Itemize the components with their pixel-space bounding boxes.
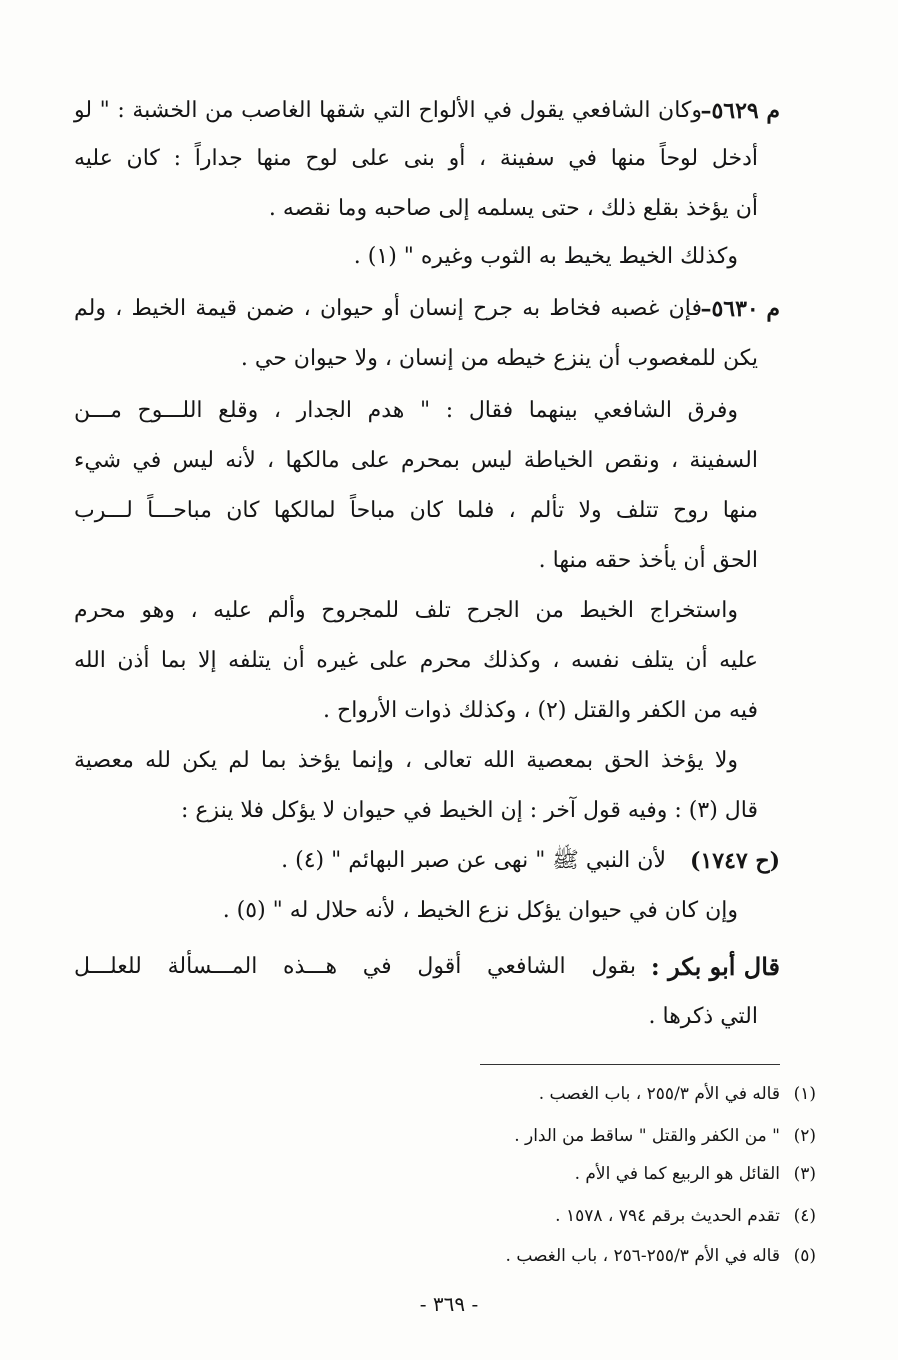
body-line-13: فيه من الكفر والقتل (٢) ، وكذلك ذوات الأرواح . bbox=[323, 698, 758, 723]
footnote-4-text: تقدم الحديث برقم ٧٩٤ ، ١٥٧٨ . bbox=[555, 1206, 780, 1226]
body-line-17: وإن كان في حيوان يؤكل نزع الخيط ، لأنه حلال له " (٥) . bbox=[222, 898, 738, 923]
footnote-divider bbox=[480, 1064, 780, 1065]
body-line-18: بقول الشافعي أقول في هـــذه المـــسألة للعلـــل bbox=[74, 954, 636, 979]
footnote-3 bbox=[574, 1162, 816, 1186]
footnote-2-text: " من الكفر والقتل " ساقط من الدار . bbox=[514, 1126, 780, 1146]
footnote-5-text: قاله في الأم ٢٥٥/٣-٢٥٦ ، باب الغصب . bbox=[505, 1246, 780, 1266]
page-number: - ٣٦٩ - bbox=[419, 1292, 479, 1316]
body-line-16: لأن النبي ﷺ " نهى عن صبر البهائم " (٤) . bbox=[281, 848, 666, 873]
body-line-4: وكذلك الخيط يخيط به الثوب وغيره " (١) . bbox=[353, 244, 738, 269]
body-line-9: منها روح تتلف ولا تألم ، فلما كان مباحاً لمالكها كان مباحـــاً لـــرب bbox=[74, 498, 758, 523]
body-line-7: وفرق الشافعي بينهما فقال : " هدم الجدار ، وقلع اللـــوح مـــن bbox=[74, 398, 738, 423]
body-line-11: واستخراج الخيط من الجرح تلف للمجروح وألم عليه ، وهو محرم bbox=[74, 598, 738, 623]
body-line-12: عليه أن يتلف نفسه ، وكذلك محرم على غيره أن يتلفه إلا بما أذن الله bbox=[74, 648, 758, 673]
body-line-10: الحق أن يأخذ حقه منها . bbox=[538, 548, 758, 573]
body-line-14: ولا يؤخذ الحق بمعصية الله تعالى ، وإنما يؤخذ بما لم يكن لله معصية bbox=[74, 748, 738, 773]
body-line-5: فإن غصبه فخاط به جرح إنسان أو حيوان ، ضمن قيمة الخيط ، ولم bbox=[74, 296, 702, 321]
footnote-5 bbox=[505, 1244, 816, 1268]
footnote-5-number: (٥) bbox=[793, 1246, 816, 1266]
body-line-3: أن يؤخذ بقلع ذلك ، حتى يسلمه إلى صاحبه وما نقصه . bbox=[268, 196, 758, 221]
body-line-1: وكان الشافعي يقول في الألواح التي شقها الغاصب من الخشبة : " لو bbox=[74, 98, 702, 123]
footnote-3-number: (٣) bbox=[793, 1164, 816, 1184]
hadith-number-1747: (ح ١٧٤٧) bbox=[690, 848, 780, 874]
footnote-1-text: قاله في الأم ٢٥٥/٣ ، باب الغصب . bbox=[538, 1084, 780, 1104]
issue-number-5629: م ٥٦٢٩– bbox=[700, 98, 780, 124]
body-line-8: السفينة ، ونقص الخياطة ليس بمحرم على مالكها ، لأنه ليس في شيء bbox=[74, 448, 758, 473]
body-line-15: قال (٣) : وفيه قول آخر : إن الخيط في حيوان لا يؤكل فلا ينزع : bbox=[181, 798, 758, 823]
footnote-4 bbox=[555, 1204, 816, 1228]
body-line-6: يكن للمغصوب أن ينزع خيطه من إنسان ، ولا حيوان حي . bbox=[240, 346, 758, 371]
footnote-4-number: (٤) bbox=[793, 1206, 816, 1226]
speaker-label: قال أبو بكر : bbox=[650, 952, 780, 981]
body-line-2: أدخل لوحاً منها في سفينة ، أو بنى على لوح منها جداراً : كان عليه bbox=[74, 146, 758, 171]
footnote-1-number: (١) bbox=[793, 1084, 816, 1104]
footnote-2 bbox=[514, 1124, 816, 1148]
footnote-1 bbox=[538, 1082, 816, 1106]
footnote-3-text: القائل هو الربيع كما في الأم . bbox=[574, 1164, 780, 1184]
footnote-2-number: (٢) bbox=[793, 1126, 816, 1146]
body-line-19: التي ذكرها . bbox=[648, 1004, 758, 1029]
issue-number-5630: م ٥٦٣٠– bbox=[700, 296, 780, 322]
